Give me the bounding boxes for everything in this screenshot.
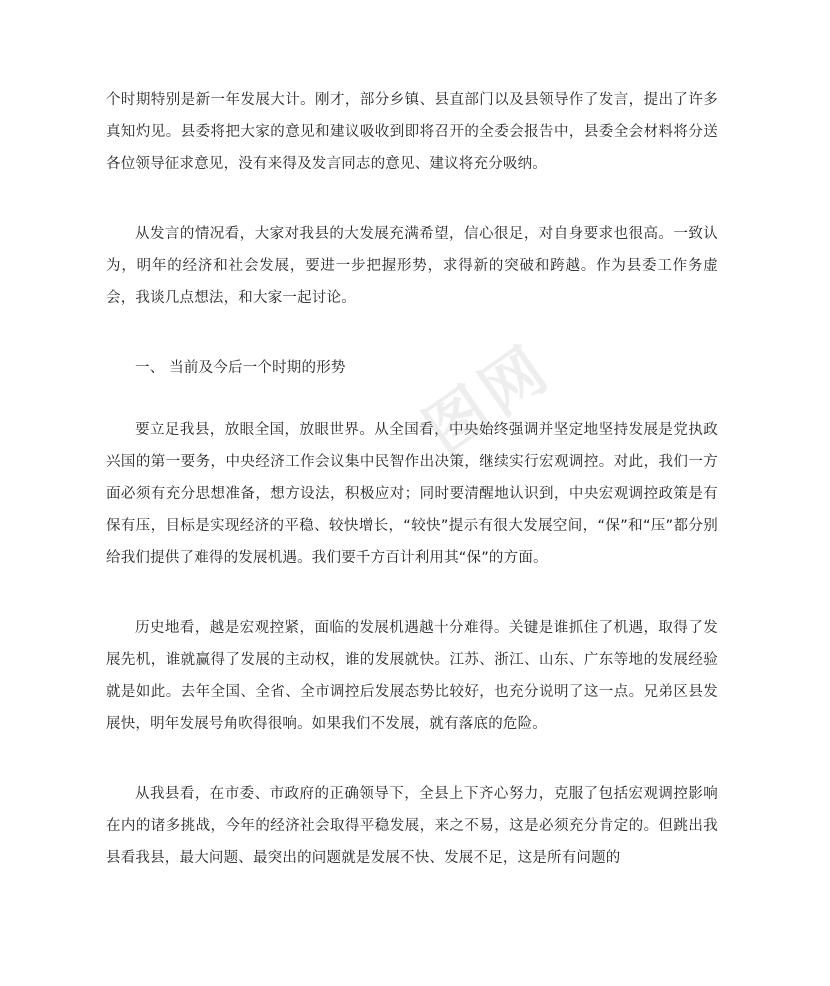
paragraph-intro-continued: 个时期特别是新一年发展大计。刚才，部分乡镇、县直部门以及县领导作了发言，提出了许多真知灼见。县委将把大家的意见和建议吸收到即将召开的全委会报告中，县委全会材料将分送各位领导征求意见，没有来得及发言同志的意见、建议将充分吸纳。: [106, 92, 718, 172]
paragraph-historical-view: 历史地看，越是宏观控紧，面临的发展机遇越十分难得。关键是谁抓住了机遇，取得了发展先机，谁就赢得了发展的主动权，谁的发展就快。江苏、浙江、山东、广东等地的发展经验就是如此。去年全国、全省、全市调控后发展态势比较好，也充分说明了这一点。兄弟区县发展快，明年发展号角吹得很响。如果我们不发展，就有落底的危险。: [106, 620, 718, 732]
section-heading-situation: 一、 当前及今后一个时期的形势: [135, 360, 346, 376]
paragraph-national-view: 要立足我县，放眼全国，放眼世界。从全国看，中央始终强调并坚定地坚持发展是党执政兴国的第一要务，中央经济工作会议集中民智作出决策，继续实行宏观调控。对此，我们一方面必须有充分思想准备，想方设法，积极应对；同时要清醒地认识到，中央宏观调控政策是有保有压，目标是实现经济的平稳、较快增长，“较快”提示有很大发展空间，“保”和“压”都分别给我们提供了难得的发展机遇。我们要千方百计利用其“保”的方面。: [106, 422, 718, 566]
paragraph-discussion-summary: 从发言的情况看，大家对我县的大发展充满希望，信心很足，对自身要求也很高。一致认为，明年的经济和社会发展，要进一步把握形势，求得新的突破和跨越。作为县委工作务虚会，我谈几点想法，和大家一起讨论。: [106, 226, 718, 306]
paragraph-county-view: 从我县看，在市委、市政府的正确领导下，全县上下齐心努力，克服了包括宏观调控影响在内的诸多挑战，今年的经济社会取得平稳发展，来之不易，这是必须充分肯定的。但跳出我县看我县，最大问题、最突出的问题就是发展不快、发展不足，这是所有问题的: [106, 786, 718, 866]
watermark-text: 图网: [410, 330, 565, 469]
document-body: [106, 84, 718, 912]
